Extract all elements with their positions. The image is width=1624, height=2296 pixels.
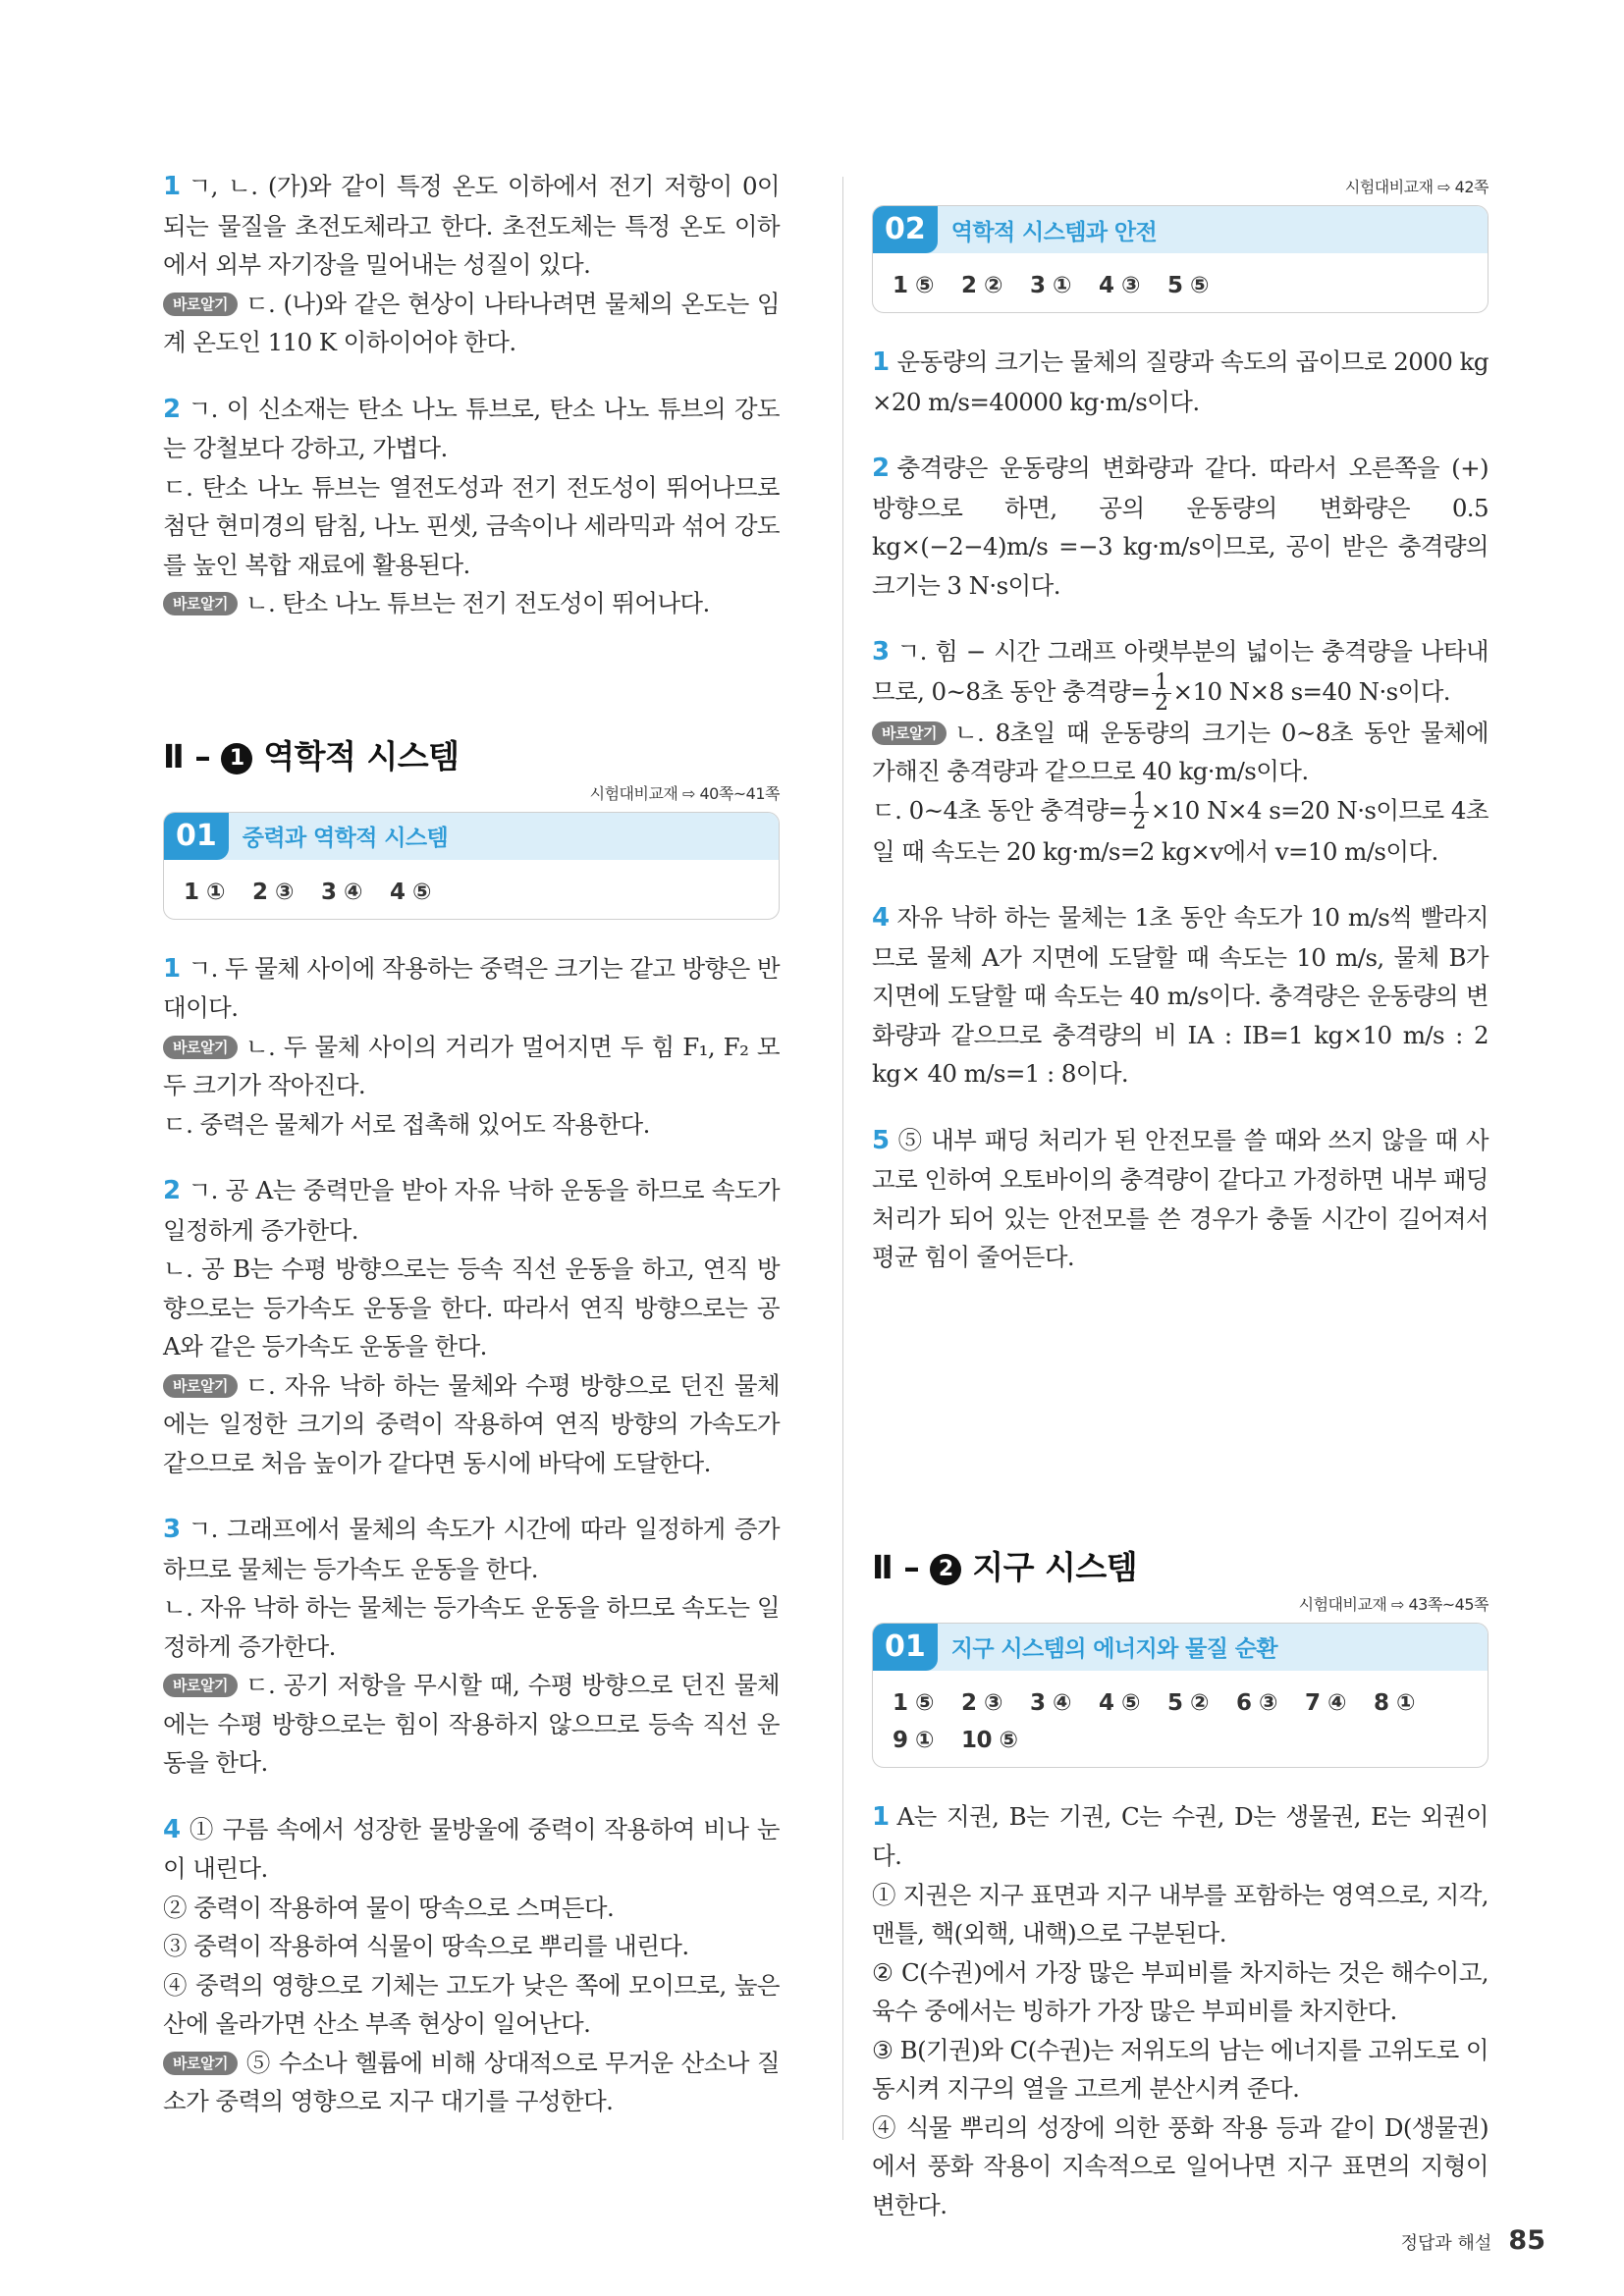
- item-number: 2: [872, 454, 890, 483]
- answer-item: [163, 1510, 780, 1783]
- answer-key: 10 ⑤: [961, 1727, 1018, 1753]
- fraction-numerator: 1: [1152, 673, 1170, 694]
- correction-text: ㄷ. 공기 저항을 무시할 때, 수평 방향으로 던진 물체에는 수평 방향으로는 힘이 작용하지 않으므로 등속 직선 운동을 한다.: [163, 1671, 780, 1777]
- correction-badge: 바로알기: [163, 1374, 238, 1398]
- answer-key: 6 ③: [1236, 1689, 1277, 1716]
- item-text: ② 중력이 작용하여 물이 땅속으로 스며든다.: [163, 1893, 615, 1922]
- item-text: ㄷ. 중력은 물체가 서로 접촉해 있어도 작용한다.: [163, 1109, 650, 1139]
- reference-link: 시험대비교재 ⇨ 42쪽: [1344, 178, 1489, 196]
- item-text: A는 지권, B는 기권, C는 수권, D는 생물권, E는 외권이다.: [872, 1801, 1489, 1870]
- answer-key: 5 ②: [1167, 1689, 1209, 1716]
- answer-list: [164, 860, 779, 919]
- item-number: 1: [872, 347, 890, 377]
- answer-item: [163, 390, 780, 623]
- item-text: 운동량의 크기는 물체의 질량과 속도의 곱이므로 2000 kg ×20 m/s=40000 kg·m/s이다.: [872, 347, 1489, 416]
- item-text: ㄴ. 공 B는 수평 방향으로는 등속 직선 운동을 하고, 연직 방향으로는 등가속도 운동을 한다. 따라서 연직 방향으로는 공 A와 같은 등가속도 운동을 한다.: [163, 1255, 780, 1361]
- answer-key: 4 ③: [1099, 273, 1140, 298]
- fraction-denominator: 2: [1155, 690, 1168, 716]
- item-number: 2: [163, 1176, 181, 1205]
- answer-item: [872, 343, 1489, 421]
- item-text: ① 지권은 지구 표면과 지구 내부를 포함하는 영역으로, 지각, 맨틀, 핵(외핵, 내핵)으로 구분된다.: [872, 1880, 1489, 1948]
- left-column: [163, 167, 780, 2149]
- correction-badge: 바로알기: [163, 1674, 238, 1697]
- answer-key: 2 ③: [961, 1689, 1002, 1716]
- item-number: 3: [163, 1515, 181, 1544]
- item-number: 5: [872, 1125, 890, 1155]
- item-text: ㄱ. 두 물체 사이에 작용하는 중력은 크기는 같고 방향은 반대이다.: [163, 953, 780, 1022]
- item-text: ×10 N×8 s=40 N·s이다.: [1172, 676, 1450, 706]
- item-text: ㄱ. 힘 − 시간 그래프 아랫부분의 넓이는 충격량을 나타내므로, 0~8초 동안 충격량=: [872, 637, 1489, 706]
- item-text: ×10 N×4 s=20 N·s이므로 4초일 때 속도는 20 kg·m/s=2 kg×v에서 v=10 m/s이다.: [872, 795, 1489, 866]
- section-title: 지구 시스템: [972, 1547, 1138, 1586]
- answer-key: 2 ③: [252, 879, 294, 905]
- box-title: 중력과 역학적 시스템: [242, 826, 449, 851]
- item-number: 1: [163, 172, 181, 201]
- item-text: ㄱ, ㄴ. (가)와 같이 특정 온도 이하에서 전기 저항이 0이 되는 물질을 초전도체라고 한다. 초전도체는 특정 온도 이하에서 외부 자기장을 밀어내는 성질이 있다.: [163, 172, 780, 279]
- fraction: [1152, 669, 1170, 716]
- answer-list: [873, 1671, 1488, 1767]
- correction-text: ㄷ. (나)와 같은 현상이 나타나려면 물체의 온도는 임계 온도인 110 K 이하이어야 한다.: [163, 289, 780, 356]
- answer-list: [873, 253, 1488, 312]
- item-text: ㄷ. 탄소 나노 튜브는 열전도성과 전기 전도성이 뛰어나므로 첨단 현미경의 탐침, 나노 핀셋, 금속이나 세라믹과 섞어 강도를 높인 복합 재료에 활용된다.: [163, 472, 780, 579]
- item-text: ② C(수권)에서 가장 많은 부피비를 차지하는 것은 해수이고, 육수 중에서는 빙하가 가장 많은 부피비를 차지한다.: [872, 1957, 1489, 2025]
- answer-box-header: [164, 813, 779, 860]
- item-text: ③ 중력이 작용하여 식물이 땅속으로 뿌리를 내린다.: [163, 1932, 689, 1960]
- answer-key: 1 ①: [184, 879, 225, 905]
- answer-key: 9 ①: [893, 1727, 934, 1753]
- correction-text: ㄷ. 자유 낙하 하는 물체와 수평 방향으로 던진 물체에는 일정한 크기의 중력이 작용하여 연직 방향의 가속도가 같으므로 처음 높이가 같다면 동시에 바닥에 도달한다.: [163, 1370, 780, 1477]
- item-number: 4: [163, 1814, 181, 1844]
- answer-item: [163, 1810, 780, 2121]
- answer-box-header: [873, 1624, 1488, 1671]
- answer-box-header: [873, 206, 1488, 253]
- correction-text: ⑤ 수소나 헬륨에 비해 상대적으로 무거운 산소나 질소가 중력의 영향으로 지구 대기를 구성한다.: [163, 2048, 780, 2115]
- item-text: ③ B(기권)와 C(수권)는 저위도의 남는 에너지를 고위도로 이동시켜 지구의 열을 고르게 분산시켜 준다.: [872, 2035, 1489, 2103]
- reference-link: 시험대비교재 ⇨ 40쪽~41쪽: [589, 783, 780, 803]
- answer-item: [163, 167, 780, 362]
- answer-key: 3 ④: [1030, 1689, 1071, 1716]
- section-prefix: Ⅱ –: [872, 1547, 920, 1586]
- answer-box: [872, 205, 1489, 313]
- box-number: 01: [873, 1624, 938, 1671]
- fraction-numerator: 1: [1129, 792, 1148, 813]
- section-title: 역학적 시스템: [263, 736, 460, 775]
- answer-item: [872, 1797, 1489, 2225]
- correction-text: ㄴ. 두 물체 사이의 거리가 멀어지면 두 힘 F₁, F₂ 모두 크기가 작아진다.: [163, 1032, 780, 1099]
- reference-link: 시험대비교재 ⇨ 43쪽~45쪽: [1298, 1594, 1489, 1614]
- fraction: [1129, 788, 1148, 834]
- item-text: ㄷ. 0~4초 동안 충격량=: [872, 795, 1128, 825]
- answer-key: 4 ⑤: [390, 879, 431, 905]
- item-text: ④ 중력의 영향으로 기체는 고도가 낮은 쪽에 모이므로, 높은 산에 올라가면 산소 부족 현상이 일어난다.: [163, 1970, 780, 2038]
- column-divider: [842, 177, 843, 2140]
- item-text: 자유 낙하 하는 물체는 1초 동안 속도가 10 m/s씩 빨라지므로 물체 A가 지면에 도달할 때 속도는 10 m/s, 물체 B가 지면에 도달할 때 속도는 40 m/s이다. 충격량은 운동량의 변화량과 같으므로 충격량의 비 IA : IB=1 kg×10 m/s : 2 kg× 40 m/s=1 : 8이다.: [872, 903, 1489, 1088]
- answer-key: 3 ①: [1030, 273, 1071, 298]
- box-title: 지구 시스템의 에너지와 물질 순환: [950, 1636, 1278, 1662]
- fraction-denominator: 2: [1132, 809, 1146, 834]
- answer-item: [163, 949, 780, 1145]
- item-text: ㄱ. 그래프에서 물체의 속도가 시간에 따라 일정하게 증가하므로 물체는 등가속도 운동을 한다.: [163, 1515, 780, 1583]
- item-number: 1: [163, 953, 181, 984]
- item-text: ㄱ. 공 A는 중력만을 받아 자유 낙하 운동을 하므로 속도가 일정하게 증가한다.: [163, 1176, 780, 1245]
- section-prefix: Ⅱ –: [163, 736, 211, 775]
- answer-item: [872, 449, 1489, 605]
- item-text: ⑤ 내부 패딩 처리가 된 안전모를 쓸 때와 쓰지 않을 때 사고로 인하여 오토바이의 충격량이 같다고 가정하면 내부 패딩 처리가 되어 있는 안전모를 쓴 경우가 충돌 시간이 길어져서 평균 힘이 줄어든다.: [872, 1125, 1489, 1271]
- correction-badge: 바로알기: [872, 721, 947, 745]
- correction-badge: 바로알기: [163, 592, 238, 615]
- answer-key: 8 ①: [1374, 1689, 1415, 1716]
- item-text: 충격량은 운동량의 변화량과 같다. 따라서 오른쪽을 (+) 방향으로 하면, 공의 운동량의 변화량은 0.5 kg×(−2−4)m/s =−3 kg·m/s이므로, 공이 받은 충격량의 크기는 3 N·s이다.: [872, 454, 1489, 600]
- footer-label: 정답과 해설: [1400, 2233, 1492, 2254]
- answer-key: 5 ⑤: [1167, 273, 1209, 298]
- box-number: 02: [873, 206, 938, 253]
- item-text: ㄴ. 자유 낙하 하는 물체는 등가속도 운동을 하므로 속도는 일정하게 증가한다.: [163, 1593, 780, 1661]
- answer-item: [163, 1171, 780, 1482]
- box-title: 역학적 시스템과 안전: [950, 219, 1158, 245]
- answer-item: [872, 632, 1489, 871]
- right-column: [872, 175, 1489, 2252]
- page-footer: [1401, 2225, 1545, 2256]
- item-number: 4: [872, 903, 890, 933]
- correction-badge: 바로알기: [163, 293, 238, 316]
- answer-key: 7 ④: [1305, 1689, 1346, 1716]
- item-text: ④ 식물 뿌리의 성장에 의한 풍화 작용 등과 같이 D(생물권)에서 풍화 작용이 지속적으로 일어나면 지구 표면의 지형이 변한다.: [872, 2112, 1489, 2219]
- box-number: 01: [164, 813, 229, 860]
- page-number: 85: [1508, 2225, 1545, 2256]
- correction-text: ㄴ. 8초일 때 운동량의 크기는 0~8초 동안 물체에 가해진 충격량과 같으므로 40 kg·m/s이다.: [872, 718, 1489, 785]
- answer-box: [872, 1623, 1489, 1768]
- section-number-circle: 2: [930, 1554, 961, 1585]
- answer-key: 3 ④: [321, 879, 362, 905]
- correction-badge: 바로알기: [163, 1036, 238, 1059]
- answer-item: [872, 898, 1489, 1094]
- answer-item: [872, 1121, 1489, 1277]
- item-text: ① 구름 속에서 성장한 물방울에 중력이 작용하여 비나 눈이 내린다.: [163, 1814, 780, 1883]
- answer-key: 1 ⑤: [893, 1689, 934, 1716]
- item-text: ㄱ. 이 신소재는 탄소 나노 튜브로, 탄소 나노 튜브의 강도는 강철보다 강하고, 가볍다.: [163, 394, 780, 462]
- section-heading: [872, 1542, 1489, 1588]
- section-heading: [163, 731, 780, 777]
- correction-badge: 바로알기: [163, 2052, 238, 2075]
- item-number: 3: [872, 637, 890, 667]
- item-number: 1: [872, 1801, 890, 1832]
- correction-text: ㄴ. 탄소 나노 튜브는 전기 전도성이 뛰어나다.: [244, 589, 710, 617]
- item-number: 2: [163, 394, 181, 424]
- section-number-circle: 1: [221, 743, 252, 774]
- answer-key: 1 ⑤: [893, 273, 934, 298]
- answer-box: [163, 812, 780, 920]
- answer-key: 4 ⑤: [1099, 1689, 1140, 1716]
- answer-key: 2 ②: [961, 273, 1002, 298]
